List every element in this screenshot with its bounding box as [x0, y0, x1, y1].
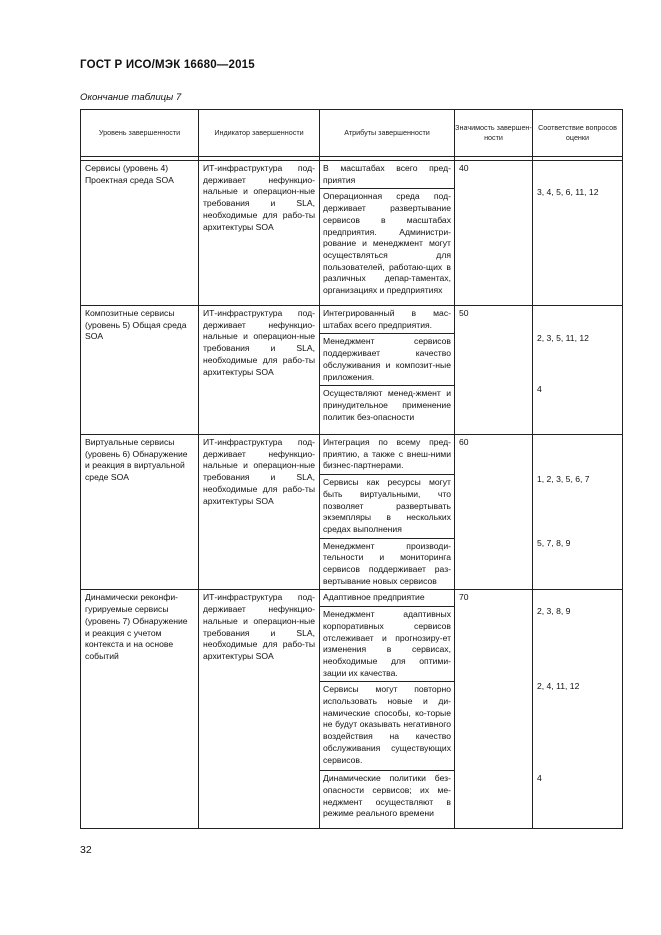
questions-cell [533, 161, 623, 306]
table-row [81, 590, 623, 829]
attributes-cell [320, 306, 455, 435]
attribute-item: Менеджмент сервисов поддерживает качество обслуживания и композит-ные приложения. [320, 334, 454, 386]
level-cell: Сервисы (уровень 4) Проектная среда SOA [81, 161, 199, 306]
column-header-attributes: Атрибуты завершенности [320, 110, 455, 157]
level-cell: Композитные сервисы (уровень 5) Общая среда SOA [81, 306, 199, 435]
page-number: 32 [80, 844, 92, 856]
question-refs: 4 [537, 773, 542, 784]
attribute-item: Осуществляют менед-жмент и принудительное применение политик без-опасности [323, 388, 451, 422]
table-header-row [81, 110, 623, 157]
question-refs: 1, 2, 3, 5, 6, 7 [537, 474, 590, 484]
maturity-table [80, 109, 623, 829]
level-cell: Виртуальные сервисы (уровень 6) Обнаружение и реакция в виртуальной среде SOA [81, 435, 199, 590]
question-refs: 5, 7, 8, 9 [537, 538, 571, 548]
indicator-cell: ИТ-инфраструктура под-держивает нефункцио-нальные и операцион-ные требования и SLA, необходимые для рабо-ты архитектуры SOA [199, 435, 320, 590]
table-row [81, 161, 623, 306]
attribute-item: Менеджмент производи-тельности и мониторинга сервисов поддерживает раз-вертывание новых сервисов [323, 540, 451, 586]
indicator-cell: ИТ-инфраструктура под-держивает нефункцио-нальные и операцион-ные требования и SLA, необходимые для рабо-ты архитектуры SOA [199, 306, 320, 435]
attribute-item: Интегрированный в мас-штабах всего предприятия. [320, 306, 454, 334]
document-title: ГОСТ Р ИСО/МЭК 16680—2015 [80, 59, 255, 71]
question-refs: 2, 3, 8, 9 [537, 606, 571, 617]
attribute-item: Сервисы могут повторно использовать новые и ди-намические способы, ко-торые не будут оказывать негативного воздействия на качество обслуживания существующих сервисов. [320, 682, 454, 771]
attribute-item: Операционная среда под-держивает развертывание сервисов в масштабах предприятия. Администри-рование и менеджмент могут осуществляться для пользователей, работаю-щих в различных депар-таментах, организациях и предприятиях [323, 191, 451, 296]
table-row [81, 306, 623, 435]
indicator-cell: ИТ-инфраструктура под-держивает нефункцио-нальные и операцион-ные требования и SLA, необходимые для рабо-ты архитектуры SOA [199, 161, 320, 306]
question-refs: 2, 4, 11, 12 [537, 681, 580, 692]
attribute-item: В масштабах всего пред-приятия [320, 161, 454, 189]
attribute-item: Интеграция по всему пред-приятию, а также с внеш-ними бизнес-партнерами. [320, 435, 454, 475]
question-refs: 4 [537, 384, 542, 394]
attribute-item: Адаптивное предприятие [320, 590, 454, 607]
questions-cell [533, 306, 623, 435]
column-header-weight: Значимость завершен-ности [455, 110, 533, 157]
column-header-indicator: Индикатор завершенности [199, 110, 320, 157]
question-refs: 3, 4, 5, 6, 11, 12 [537, 187, 599, 197]
questions-cell [533, 435, 623, 590]
weight-cell: 60 [455, 435, 533, 590]
table-row [81, 435, 623, 590]
attributes-cell [320, 590, 455, 829]
column-header-level: Уровень завершенности [81, 110, 199, 157]
attribute-item: Динамические политики без-опасности сервисов; их ме-неджмент осуществляют в режиме реального времени [323, 773, 451, 819]
level-cell: Динамически реконфи-гурируемые сервисы (уровень 7) Обнаружение и реакция с учетом контекста и на основе событий [81, 590, 199, 829]
table-caption: Окончание таблицы 7 [80, 92, 182, 103]
attribute-item: Менеджмент адаптивных корпоративных сервисов отслеживает и прогнозиру-ет изменения в сервисах, необходимые для оптими-зации их качества. [320, 607, 454, 682]
indicator-cell: ИТ-инфраструктура под-держивает нефункцио-нальные и операцион-ные требования и SLA, необходимые для рабо-ты архитектуры SOA [199, 590, 320, 829]
weight-cell: 40 [455, 161, 533, 306]
attribute-item: Сервисы как ресурсы могут быть виртуальными, что позволяет развертывать экземпляры в нескольких средах выполнения [320, 475, 454, 539]
question-refs: 2, 3, 5, 11, 12 [537, 333, 589, 343]
column-header-questions: Соответствие вопросов оценки [533, 110, 623, 157]
attributes-cell [320, 161, 455, 306]
weight-cell: 70 [455, 590, 533, 829]
questions-cell [533, 590, 623, 829]
attributes-cell [320, 435, 455, 590]
weight-cell: 50 [455, 306, 533, 435]
